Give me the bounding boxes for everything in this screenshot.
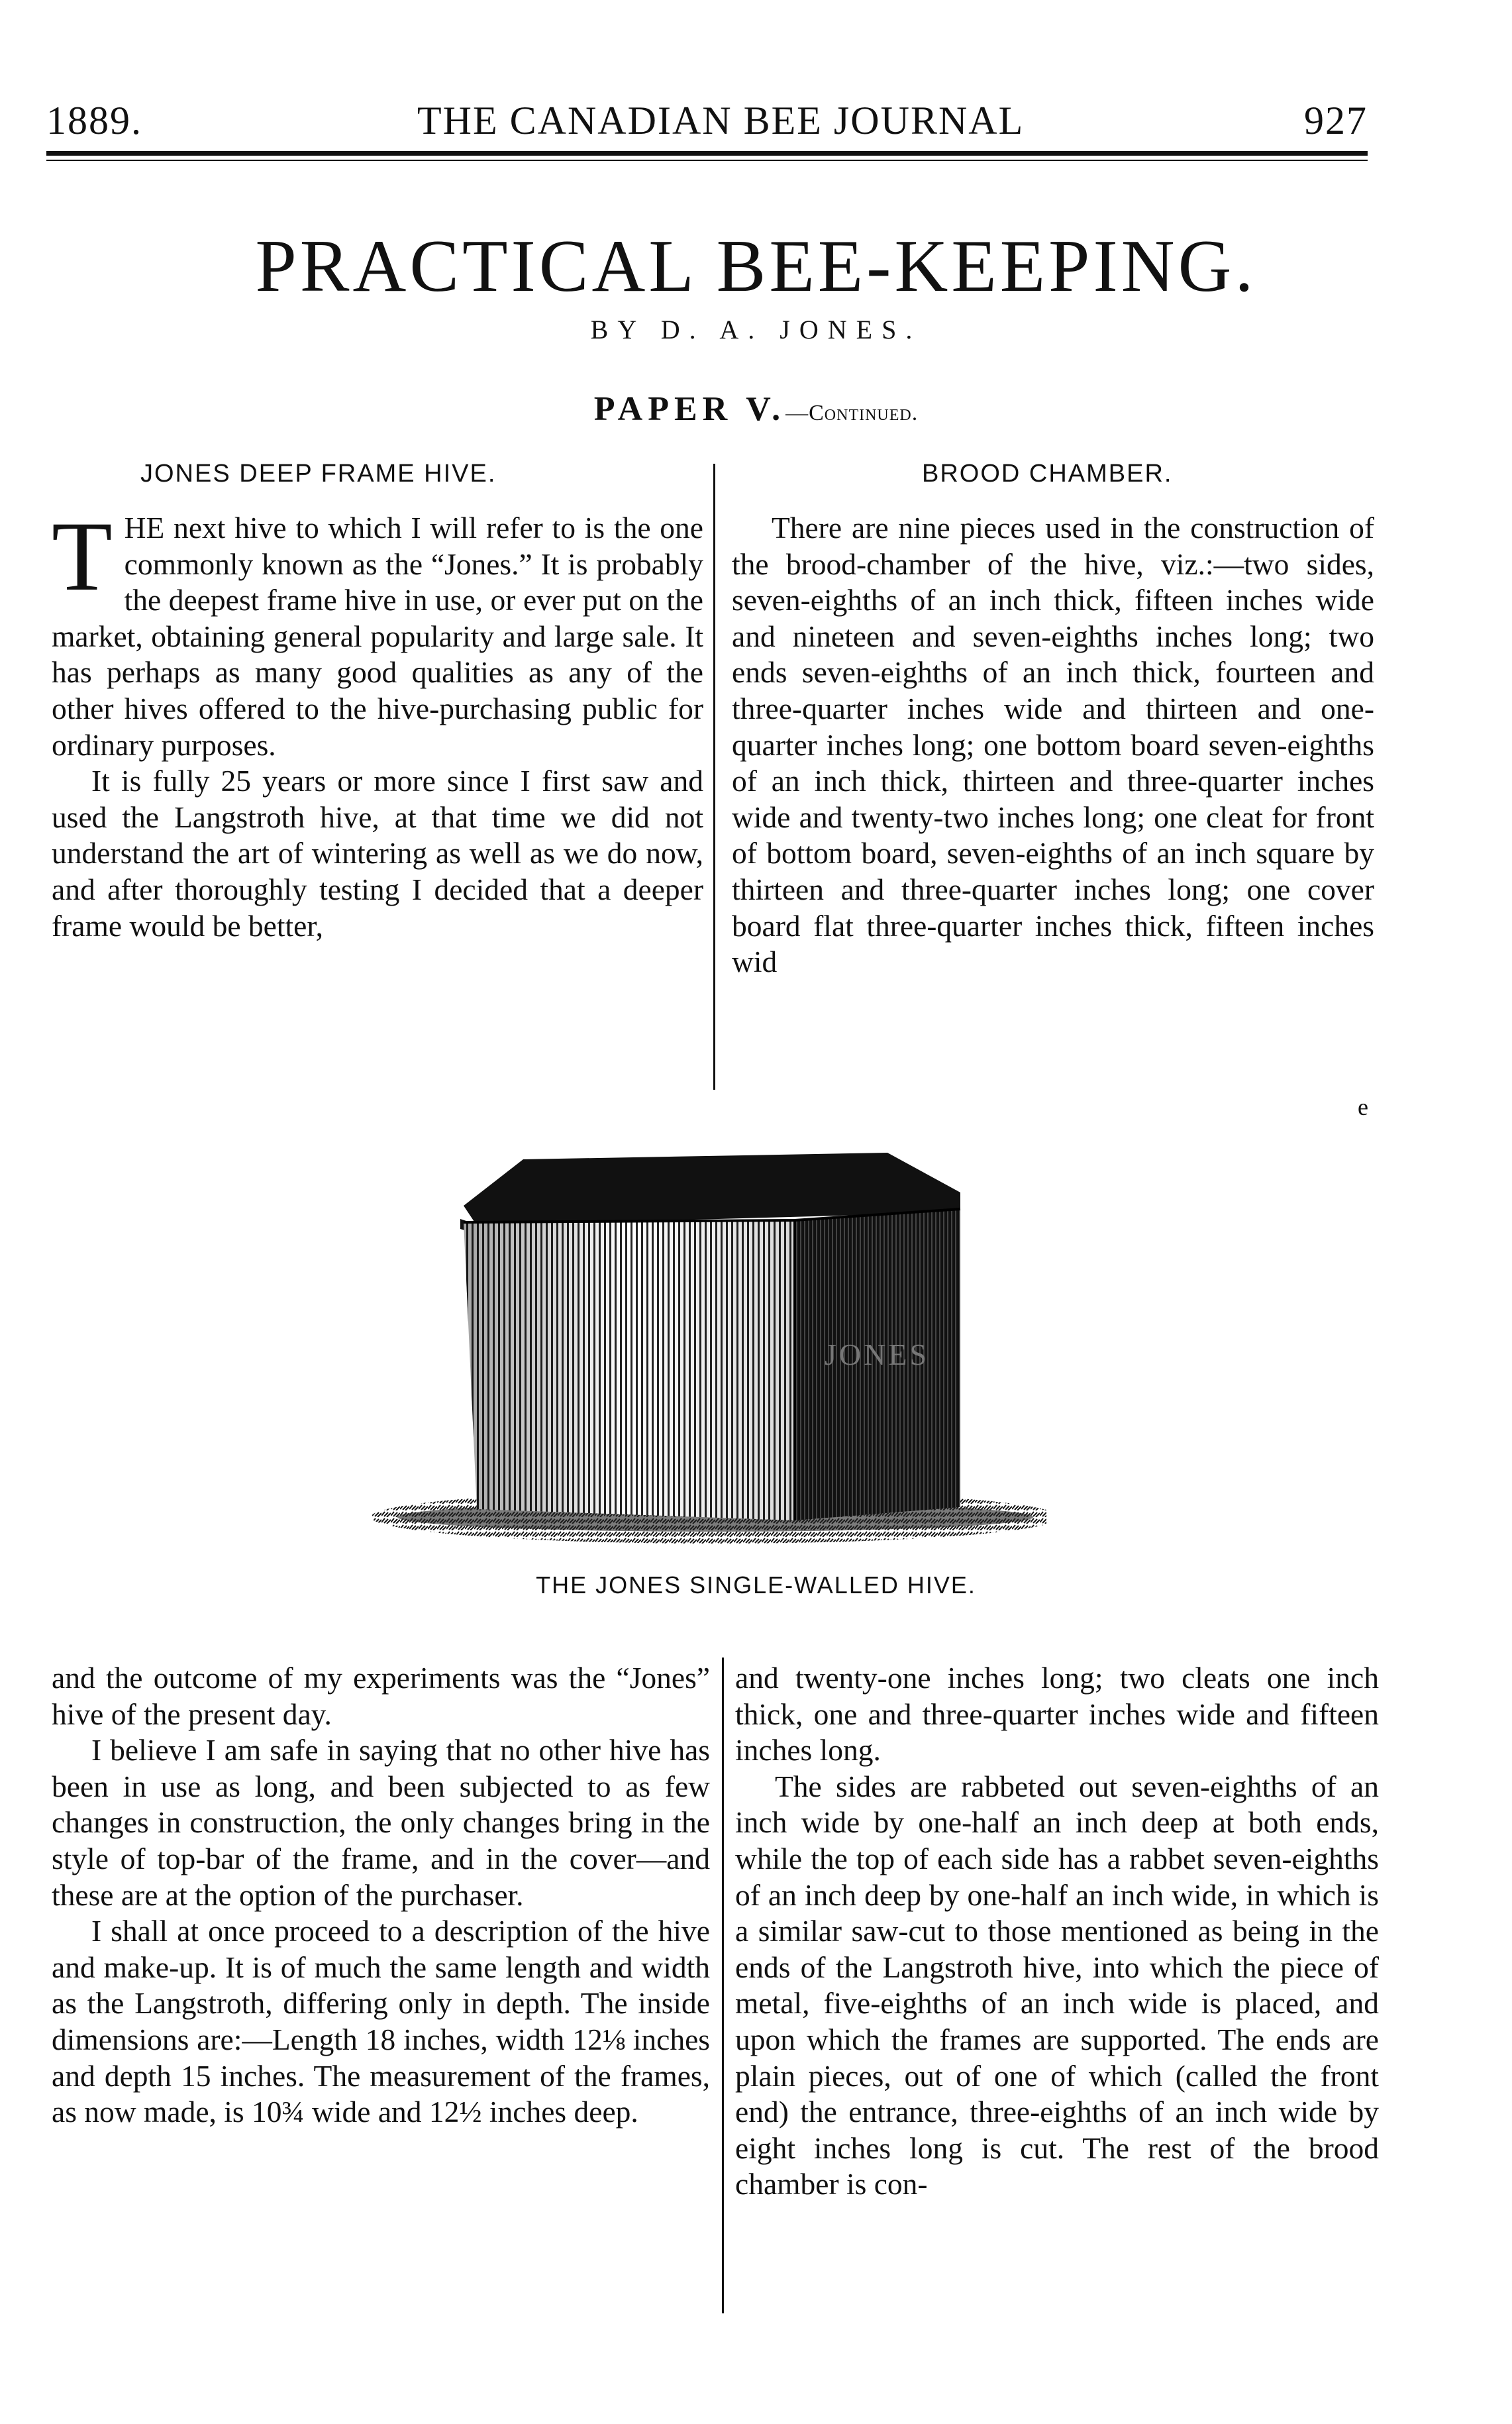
paper-label: PAPER V. <box>593 390 786 428</box>
header-year: 1889. <box>46 99 142 142</box>
figure-caption: THE JONES SINGLE-WALLED HIVE. <box>536 1571 976 1599</box>
paper-suffix: —Continued. <box>785 401 919 425</box>
section-heading-right: BROOD CHAMBER. <box>922 460 1173 488</box>
page-number: 927 <box>1304 99 1368 142</box>
drop-cap: T <box>52 501 113 611</box>
hive-label: JONES <box>825 1338 930 1371</box>
paragraph: I believe I am safe in saying that no other hive has been in use as long, and been subjected to as few changes in construction, the only changes bring in the style of top-bar of the frame, and in the cover—and these are at the option of the purchaser. <box>52 1733 710 1912</box>
section-heading-left: JONES DEEP FRAME HIVE. <box>140 460 497 488</box>
paragraph-text: HE next hive to which I will refer to is the one commonly known as the “Jones.” It is probably the deepest frame hive in use, or ever put on the market, obtaining general popularity and large sale. It has perhaps as many good qualities as any of the other hives offered to the hive-purchasing public for ordinary purposes. <box>52 511 703 762</box>
paragraph: and the outcome of my experiments was the “Jones” hive of the present day. <box>52 1661 710 1731</box>
paragraph: I shall at once proceed to a description of the hive and make-up. It is of much the same length and width as the Langstroth, differing only in depth. The inside dimensions are:—Length 18 inches, width 12⅛ inches and depth 15 inches. The measurement of the frames, as now made, is 10¾ wide and 12½ inches deep. <box>52 1914 710 2129</box>
paper-heading <box>0 392 1512 427</box>
paragraph: The sides are rabbeted out seven-eighths of an inch wide by one-half an inch deep at both ends, while the top of each side has a rabbet seven-eighths of an inch deep by one-half an inch wide, in which is a similar saw-cut to those mentioned as being in the ends of the Langstroth hive, into which the piece of metal, five-eighths of an inch wide is placed, and upon which the frames are supported. The ends are plain pieces, out of one of which (called the front end) the entrance, three-eighths of an inch wide by eight inches long is cut. The rest of the brood chamber is con- <box>735 1769 1379 2201</box>
hyphen-carry-letter: e <box>1358 1094 1368 1120</box>
journal-title: THE CANADIAN BEE JOURNAL <box>417 99 1025 142</box>
article-title: PRACTICAL BEE-KEEPING. <box>255 225 1257 307</box>
running-head <box>46 98 1368 144</box>
column-rule-upper <box>713 464 715 1090</box>
column-lower-right <box>735 1660 1379 2203</box>
header-rule-thin <box>46 160 1368 161</box>
column-lower-left <box>52 1660 710 2131</box>
paragraph: and twenty-one inches long; two cleats one inch thick, one and three-quarter inches wide and fifteen inches long. <box>735 1661 1379 1767</box>
article-byline: BY D. A. JONES. <box>590 315 922 344</box>
column-upper-left <box>52 501 703 944</box>
header-rule-thick <box>46 151 1368 156</box>
paragraph: It is fully 25 years or more since I first saw and used the Langstroth hive, at that time we did not understand the art of wintering as well as we do now, and after thoroughly testing I decided that a deeper frame would be better, <box>52 764 703 943</box>
paragraph <box>52 501 703 763</box>
column-upper-right <box>732 510 1374 980</box>
paragraph: There are nine pieces used in the construction of the brood-chamber of the hive, viz.:—two sides, seven-eighths of an inch thick, fifteen inches wide and nineteen and seven-eighths inches long; two ends seven-eighths of an inch thick, fourteen and three-quarter inches wide and thirteen and one-quarter inches long; one bottom board seven-eighths of an inch thick, thirteen and three-quarter inches wide and twenty-two inches long; one cleat for front of bottom board, seven-eighths of an inch square by thirteen and three-quarter inches long; one cover board flat three-quarter inches thick, fifteen inches wid <box>732 511 1374 979</box>
column-rule-lower <box>722 1658 724 2313</box>
hive-illustration <box>344 1146 1046 1557</box>
